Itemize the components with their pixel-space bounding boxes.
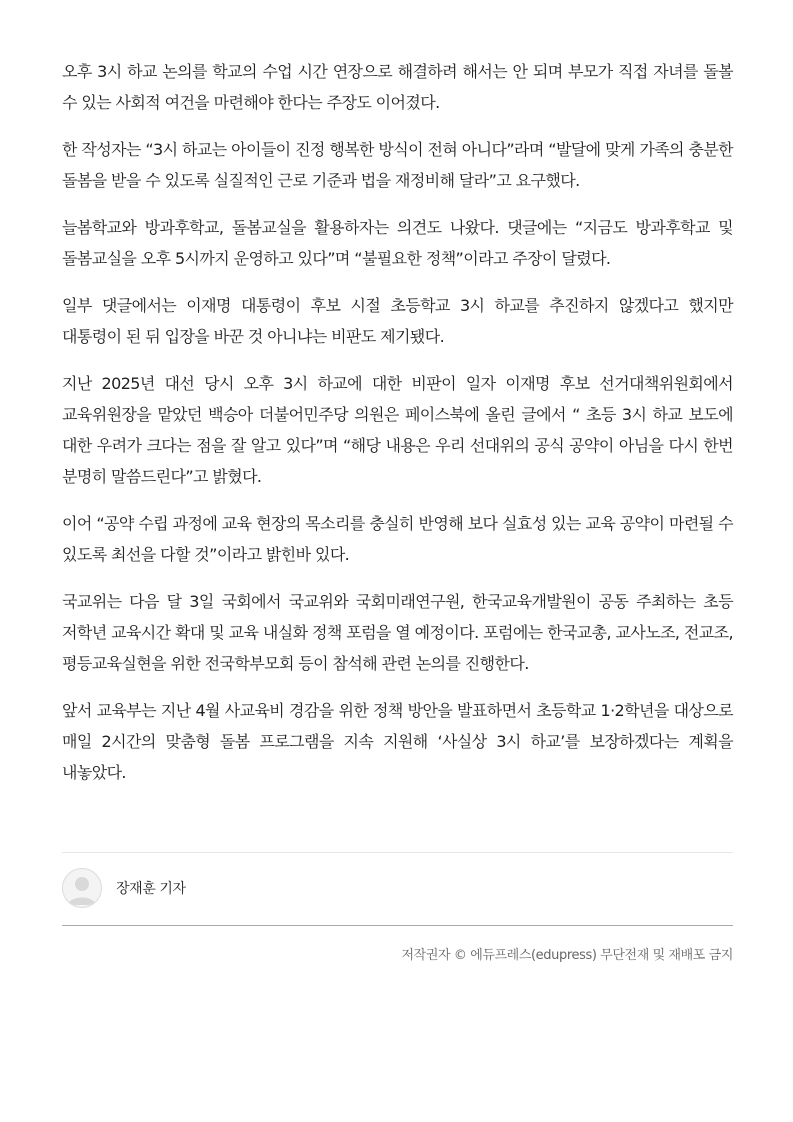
article-paragraph: 한 작성자는 “3시 하교는 아이들이 진정 행복한 방식이 전혀 아니다”라며 “발달에 맞게 가족의 충분한 돌봄을 받을 수 있도록 실질적인 근로 기준과 법을 재정비해 달라”고 요구했다. (62, 140, 733, 190)
article-paragraph: 지난 2025년 대선 당시 오후 3시 하교에 대한 비판이 일자 이재명 후보 선거대책위원회에서 교육위원장을 맡았던 백승아 더불어민주당 의원은 페이스북에 올린 글에서 “ 초등 3시 하교 보도에 대한 우려가 크다는 점을 잘 알고 있다”며 “해당 내용은 우리 선대위의 공식 공약이 아님을 다시 한번 분명히 말씀드린다”고 밝혔다. (62, 374, 733, 486)
article-paragraph: 오후 3시 하교 논의를 학교의 수업 시간 연장으로 해결하려 해서는 안 되며 부모가 직접 자녀를 돌볼 수 있는 사회적 여건을 마련해야 한다는 주장도 이어졌다. (62, 62, 733, 112)
article-paragraph: 늘봄학교와 방과후학교, 돌봄교실을 활용하자는 의견도 나왔다. 댓글에는 “지금도 방과후학교 및 돌봄교실을 오후 5시까지 운영하고 있다”며 “불필요한 정책”이라고 주장이 달렸다. (62, 218, 733, 268)
article-paragraph: 국교위는 다음 달 3일 국회에서 국교위와 국회미래연구원, 한국교육개발원이 공동 주최하는 초등 저학년 교육시간 확대 및 교육 내실화 정책 포럼을 열 예정이다. 포럼에는 한국교총, 교사노조, 전교조, 평등교육실현을 위한 전국학부모회 등이 참석해 관련 논의를 진행한다. (62, 592, 733, 673)
byline-divider-top (62, 852, 733, 853)
author-byline[interactable] (62, 868, 186, 908)
byline-divider-bottom (62, 925, 733, 926)
author-name[interactable]: 장재훈 기자 (116, 881, 186, 897)
article-paragraph: 이어 “공약 수립 과정에 교육 현장의 목소리를 충실히 반영해 보다 실효성 있는 교육 공약이 마련될 수 있도록 최선을 다할 것”이라고 밝힌바 있다. (62, 514, 733, 564)
copyright-notice: 저작권자 © 에듀프레스(edupress) 무단전재 및 재배포 금지 (401, 948, 733, 963)
user-avatar-icon[interactable] (62, 868, 102, 908)
article-paragraph: 일부 댓글에서는 이재명 대통령이 후보 시절 초등학교 3시 하교를 추진하지 않겠다고 했지만 대통령이 된 뒤 입장을 바꾼 것 아니냐는 비판도 제기됐다. (62, 296, 733, 346)
article-paragraph: 앞서 교육부는 지난 4월 사교육비 경감을 위한 정책 방안을 발표하면서 초등학교 1·2학년을 대상으로 매일 2시간의 맞춤형 돌봄 프로그램을 지속 지원해 ‘사실상 3시 하교’를 보장하겠다는 계획을 내놓았다. (62, 701, 733, 782)
article-body (62, 56, 733, 788)
